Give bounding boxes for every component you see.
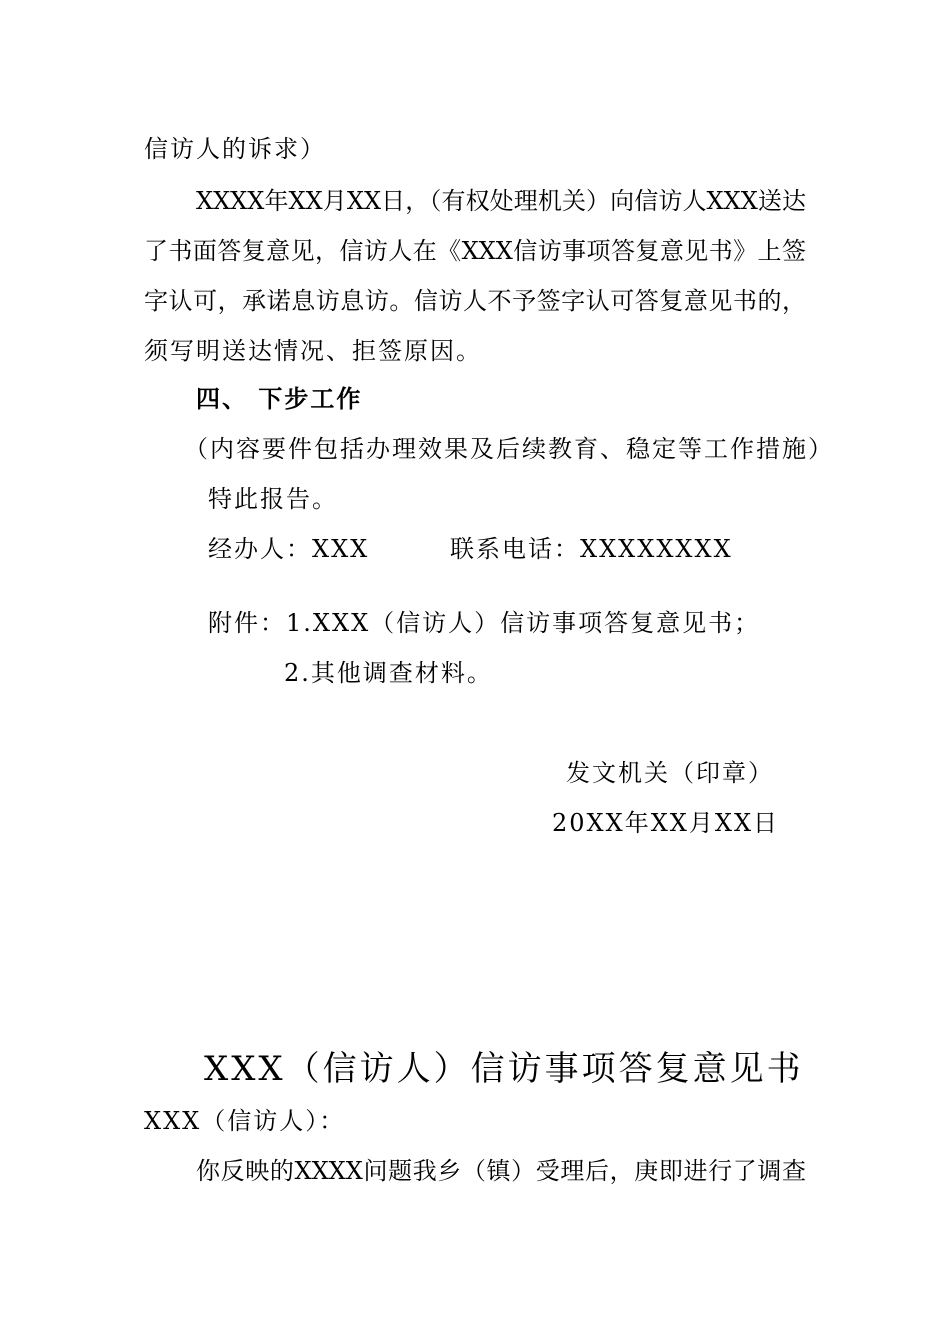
- handler-label: 经办人：XXX: [208, 535, 370, 563]
- text-continuation: 信访人的诉求）: [144, 135, 326, 163]
- section-heading: 四、 下步工作: [196, 385, 363, 413]
- closing-text: 特此报告。: [208, 485, 338, 513]
- paragraph-line-3: 字认可，承诺息访息访。信访人不予签字认可答复意见书的，: [144, 287, 806, 315]
- paragraph-line-4: 须写明送达情况、拒签原因。: [144, 337, 482, 365]
- issue-date: 20XX年XX月XX日: [552, 809, 780, 837]
- body-first-line: 你反映的XXXX问题我乡（镇）受理后，庚即进行了调查: [196, 1157, 806, 1185]
- phone-label: 联系电话：XXXXXXXX: [450, 535, 733, 563]
- issuer-seal: 发文机关（印章）: [566, 759, 774, 787]
- attachment-item-2: 2.其他调查材料。: [284, 659, 493, 687]
- paragraph-line-1: XXXX年XX月XX日，（有权处理机关）向信访人XXX送达: [196, 187, 806, 215]
- section-note: （内容要件包括办理效果及后续教育、稳定等工作措施）: [184, 435, 834, 463]
- paragraph-line-2: 了书面答复意见，信访人在《XXX信访事项答复意见书》上签: [144, 237, 806, 265]
- attachment-item-1: 附件：1.XXX（信访人）信访事项答复意见书；: [208, 609, 761, 637]
- salutation: XXX（信访人）：: [144, 1107, 346, 1135]
- page-title: XXX（信访人）信访事项答复意见书: [204, 1049, 804, 1089]
